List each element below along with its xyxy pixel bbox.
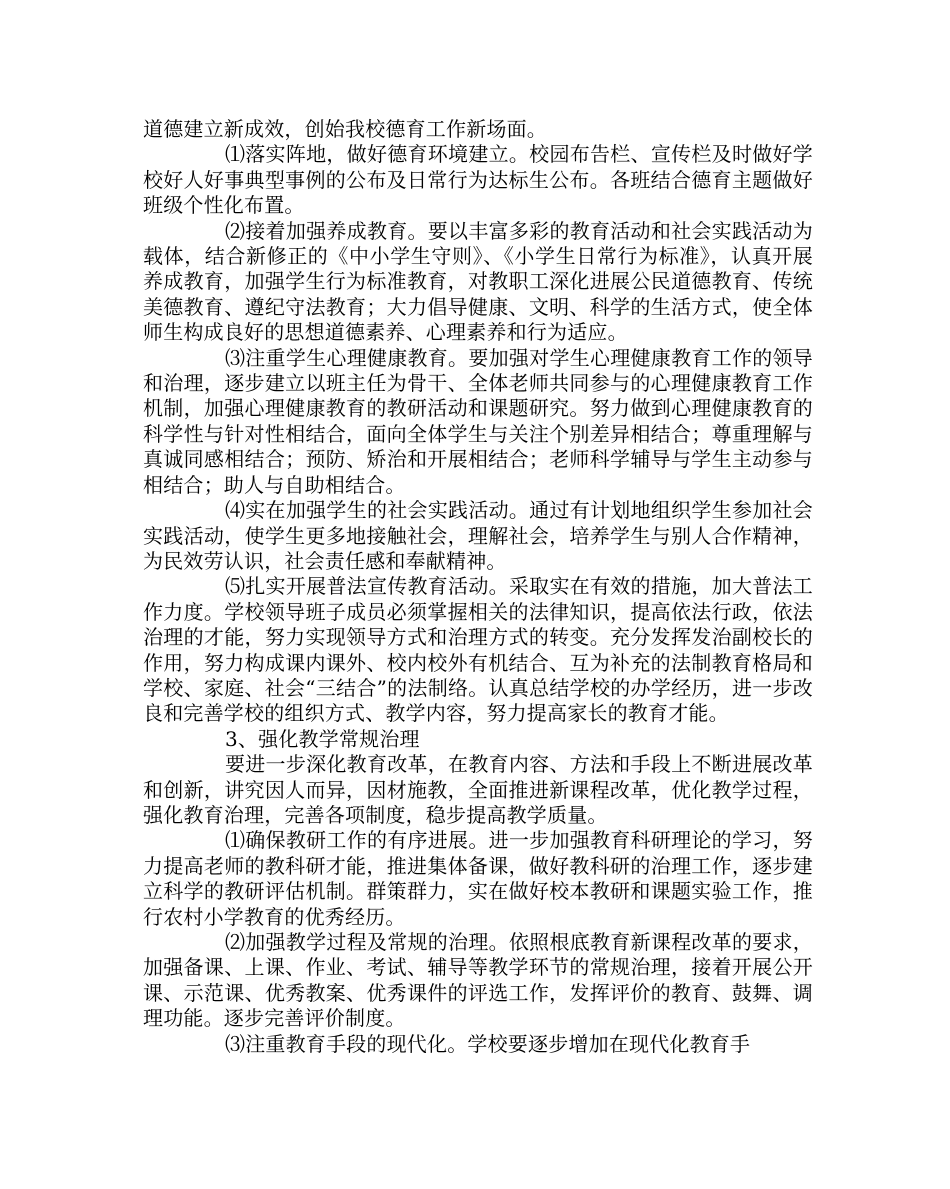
paragraph-item-6: ⑴确保教研工作的有序进展。进一步加强教育科研理论的学习，努力提高老师的教科研才能，推进集体备课，做好教科研的治理工作，逐步建立科学的教研评估机制。群策群力，实在做好校本教研和课题实验工作，推行农村小学教育的优秀经历。 bbox=[143, 828, 813, 929]
paragraph-item-7: ⑵加强教学过程及常规的治理。依照根底教育新课程改革的要求，加强备课、上课、作业、考试、辅导等教学环节的常规治理，接着开展公开课、示范课、优秀教案、优秀课件的评选工作，发挥评价的教育、鼓舞、调理功能。逐步完善评价制度。 bbox=[143, 930, 813, 1031]
paragraph-continuation: 道德建立新成效，创始我校德育工作新场面。 bbox=[143, 117, 547, 141]
paragraph-item-4: ⑷实在加强学生的社会实践活动。通过有计划地组织学生参加社会实践活动，使学生更多地接触社会，理解社会，培养学生与别人合作精神，为民效劳认识，社会责任感和奉献精神。 bbox=[143, 498, 813, 573]
section-intro: 要进一步深化教育改革，在教育内容、方法和手段上不断进展改革和创新，讲究因人而异，因材施教，全面推进新课程改革，优化教学过程，强化教育治理，完善各项制度，稳步提高教学质量。 bbox=[143, 752, 813, 827]
paragraph-item-2: ⑵接着加强养成教育。要以丰富多彩的教育活动和社会实践活动为载体，结合新修正的《中小学生守则》、《小学生日常行为标准》，认真开展养成教育，加强学生行为标准教育，对教职工深化进展公民道德教育、传统美德教育、遵纪守法教育；大力倡导健康、文明、科学的生活方式，使全体师生构成良好的思想道德素养、心理素养和行为适应。 bbox=[143, 218, 813, 345]
paragraph-item-8: ⑶注重教育手段的现代化。学校要逐步增加在现代化教育手 bbox=[225, 1031, 751, 1056]
paragraph-item-3: ⑶注重学生心理健康教育。要加强对学生心理健康教育工作的领导和治理，逐步建立以班主任为骨干、全体老师共同参与的心理健康教育工作机制，加强心理健康教育的教研活动和课题研究。努力做到心理健康教育的科学性与针对性相结合，面向全体学生与关注个别差异相结合；尊重理解与真诚同感相结合；预防、矫治和开展相结合；老师科学辅导与学生主动参与相结合；助人与自助相结合。 bbox=[143, 345, 813, 497]
section-heading: 3、强化教学常规治理 bbox=[225, 726, 420, 751]
document-body bbox=[143, 117, 813, 1057]
paragraph-item-5: ⑸扎实开展普法宣传教育活动。采取实在有效的措施，加大普法工作力度。学校领导班子成员必须掌握相关的法律知识，提高依法行政，依法治理的才能，努力实现领导方式和治理方式的转变。充分发挥发治副校长的作用，努力构成课内课外、校内校外有机结合、互为补充的法制教育格局和学校、家庭、社会“三结合”的法制络。认真总结学校的办学经历，进一步改良和完善学校的组织方式、教学内容，努力提高家长的教育才能。 bbox=[143, 574, 813, 726]
paragraph-item-1: ⑴落实阵地，做好德育环境建立。校园布告栏、宣传栏及时做好学校好人好事典型事例的公布及日常行为达标生公布。各班结合德育主题做好班级个性化布置。 bbox=[143, 142, 813, 218]
